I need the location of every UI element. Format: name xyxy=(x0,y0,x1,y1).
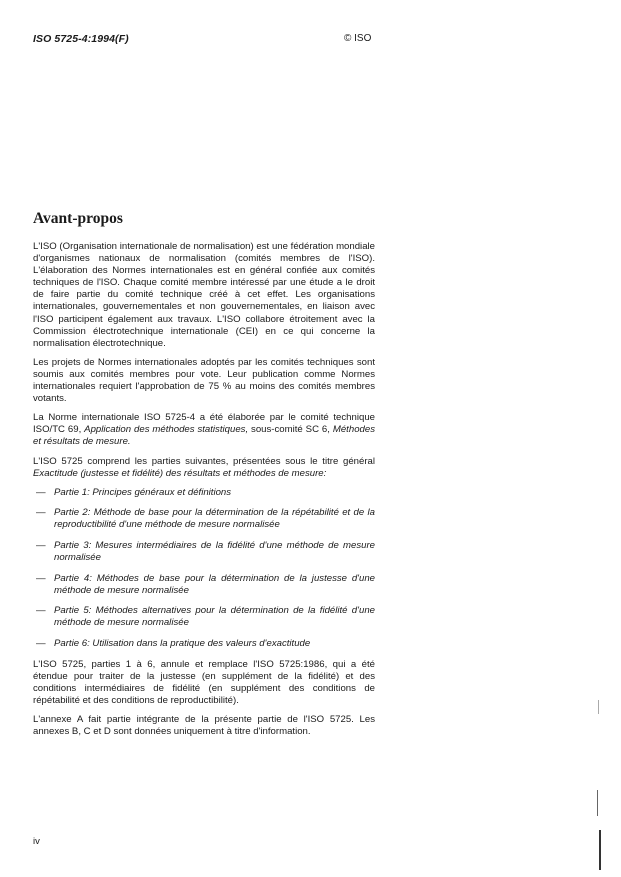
part-label: Partie 4: Méthodes de base pour la détermination de la justesse d'une méthode de mesure normalisée xyxy=(54,572,375,596)
paragraph-iso-intro: L'ISO (Organisation internationale de normalisation) est une fédération mondiale d'organismes nationaux de normalisation (comités membres de l'ISO). L'élaboration des Normes internationales est en général confiée aux comités techniques de l'ISO. Chaque comité membre intéressé par une étude a le droit de faire partie du comité technique créé à cet effet. Les organisations internationales, gouvernementales et non gouvernementales, en liaison avec l'ISO participent également aux travaux. L'ISO collabore étroitement avec la Commission électrotechnique internationale (CEI) en ce qui concerne la normalisation électrotechnique. xyxy=(33,241,375,349)
list-item xyxy=(33,573,375,597)
part-label: Partie 5: Méthodes alternatives pour la détermination de la fidélité d'une méthode de mesure normalisée xyxy=(54,605,375,629)
parts-intro-text: L'ISO 5725 comprend les parties suivantes, présentées sous le titre général xyxy=(33,455,375,467)
dash-bullet: — xyxy=(36,605,46,617)
part-label: Partie 2: Méthode de base pour la détermination de la répétabilité et de la reproductibilité d'une méthode de mesure normalisée xyxy=(54,507,375,531)
list-item xyxy=(33,540,375,564)
list-item xyxy=(33,638,375,650)
subcommittee-title: Méthodes et résultats de mesure. xyxy=(33,424,375,448)
part-label: Partie 6: Utilisation dans la pratique des valeurs d'exactitude xyxy=(54,638,311,650)
dash-bullet: — xyxy=(36,486,46,498)
committee-text: La Norme internationale ISO 5725-4 a été élaborée par le comité technique ISO/TC 69, xyxy=(33,412,375,436)
copyright-notice: © ISO xyxy=(344,33,372,44)
list-item xyxy=(33,487,375,499)
scan-artifact-line xyxy=(599,830,601,870)
paragraph-annexes: L'annexe A fait partie intégrante de la présente partie de l'ISO 5725. Les annexes B, C et D sont données uniquement à titre d'information. xyxy=(33,714,375,738)
foreword-body xyxy=(33,241,375,745)
parts-list xyxy=(33,487,375,650)
general-title: Exactitude (justesse et fidélité) des résultats et méthodes de mesure: xyxy=(33,467,327,479)
paragraph-parts-intro xyxy=(33,456,375,480)
standard-reference: ISO 5725-4:1994(F) xyxy=(33,33,129,45)
list-item xyxy=(33,605,375,629)
paragraph-committee xyxy=(33,412,375,448)
dash-bullet: — xyxy=(36,638,46,650)
paragraph-adoption: Les projets de Normes internationales adoptés par les comités techniques sont soumis aux comités membres pour vote. Leur publication comme Normes internationales requiert l'approbation de 75 % au moins des comités membres votants. xyxy=(33,356,375,405)
dash-bullet: — xyxy=(36,507,46,519)
committee-title: Application des méthodes statistiques, xyxy=(84,424,249,436)
part-label: Partie 1: Principes généraux et définitions xyxy=(54,486,232,498)
page-number: iv xyxy=(33,836,40,847)
scan-artifact-line xyxy=(597,790,598,816)
dash-bullet: — xyxy=(36,539,46,551)
paragraph-replacement: L'ISO 5725, parties 1 à 6, annule et remplace l'ISO 5725:1986, qui a été étendue pour traiter de la justesse (en supplément de la fidélité) et des conditions intermédiaires de fidélité (en supplément des conditions de répétabilité et des conditions de reproductibilité). xyxy=(33,658,375,706)
subcommittee-text: sous-comité SC 6, xyxy=(248,424,333,436)
dash-bullet: — xyxy=(36,572,46,584)
section-title: Avant-propos xyxy=(33,210,123,227)
part-label: Partie 3: Mesures intermédiaires de la fidélité d'une méthode de mesure normalisée xyxy=(54,539,375,564)
list-item xyxy=(33,507,375,531)
scan-artifact-line xyxy=(598,700,599,714)
